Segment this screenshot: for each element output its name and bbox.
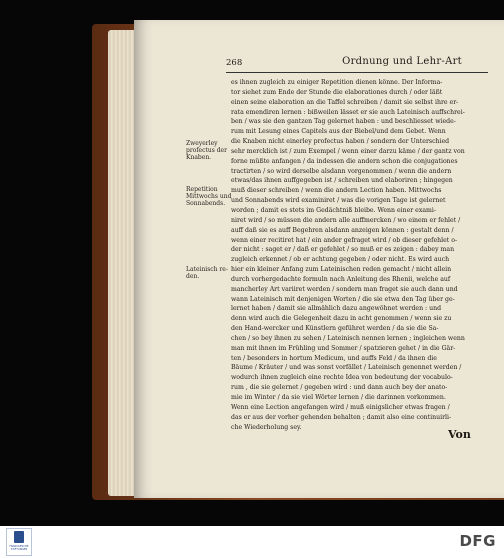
text-line: der nicht : saget er / daß er gefehlet / so muß er es zeigen : dabey man (231, 246, 455, 254)
text-line: muß dieser schreiben / wenn die andern Lection haben. Mittwochs (231, 187, 442, 195)
text-line: forne müßte anfangen / da indessen die andern schon die conjugationes (231, 157, 458, 165)
text-line: zugleich erkennet / ob er achtung gegeben / oder nicht. Es wird auch (231, 256, 450, 264)
text-line: die Knaben nicht einerley profectus haben / sondern der Unterschied (231, 138, 450, 146)
text-line: che Wiederholung sey. (231, 423, 302, 431)
page-number: 268 (226, 58, 243, 68)
text-line: Bäume / Kräuter / und was sonst vorfället / Lateinisch genennet werden / (231, 364, 462, 372)
text-line: wenn einer recitiret hat / ein ander gefraget wird / ob dieser gefehlet o- (231, 236, 458, 244)
logo-text: FRANCKESCHE STIFTUNGEN (9, 545, 29, 551)
text-line: sehr mercklich ist / zum Exempel / wenn einer darzu käme / der gantz von (231, 147, 465, 155)
text-line: rata emendiren lernen : bißweilen lässet er sie auch Lateinisch auffschrei- (231, 108, 465, 116)
page-header (226, 56, 488, 73)
catchword: Von (448, 428, 471, 441)
text-line: ben / was sie den gantzen Tag gelernet haben : und beschliesset wiede- (231, 118, 456, 126)
text-line: rum mit Lesung eines Capitels aus der Biebel/und dem Gebet. Wenn (231, 128, 446, 136)
text-line: wodurch ihnen zugleich eine rechte Idea von bedeutung der vocabulo- (231, 374, 453, 382)
text-line: tractirten / so wird derselbe alsdann vorgenommen / wenn die andern (231, 167, 452, 175)
running-head: Ordnung und Lehr-Art (342, 56, 462, 67)
margin-note-profectus: Zweyerley profectus der Knaben. (186, 140, 227, 161)
margin-note-repetition: Repetition Mittwochs und Sonnabends. (186, 186, 232, 207)
text-line: mie im Winter / da sie viel Wörter lernen / die darinnen vorkommen. (231, 394, 446, 401)
text-line: hier ein kleiner Anfang zum Lateinischen reden gemacht / nicht allein (231, 266, 452, 274)
footer-bar (0, 526, 504, 558)
text-line: auff daß sie es auff Begehren alsdann anzeigen können : gestalt denn / (231, 226, 454, 234)
margin-note-lateinisch: Lateinisch re-den. (186, 266, 228, 280)
text-line: den Hand-wercker und Künstlern geführet werden / da sie die Sa- (231, 325, 439, 333)
logo-mark-icon (14, 531, 24, 543)
text-line: etwas/das ihnen auffgegeben ist / schreiben und elaboriren ; hingegen (231, 177, 453, 185)
text-line: mancherley Art variiret werden / sondern man fraget sie auch dann und (231, 285, 458, 293)
text-line: und Sonnabends wird examiniret / was die vorigen Tage ist gelernet (231, 197, 446, 205)
dfg-logo[interactable]: DFG (459, 532, 496, 550)
franckesche-stiftungen-logo[interactable] (6, 528, 32, 556)
body-text (231, 78, 489, 432)
text-line: ten / besonders in hortum Medicum, und auffs Feld / da ihnen die (231, 354, 437, 362)
text-line: durch vorhergedachte formuln nach Anleitung des Rhenii, welche auf (231, 275, 451, 283)
text-line: rum , die sie gelernet / gegeben wird : und dann auch bey der anato- (231, 384, 448, 392)
text-line: Wenn eine Lection angefangen wird / muß einigslicher etwas fragen / (231, 403, 450, 411)
text-line: einen seine elaboration an die Taffel schreiben / damit sie selbst ihre er- (231, 98, 459, 106)
text-line: man mit ihnen im Frühling und Sommer / spatzieren gehet / in die Gär- (231, 344, 456, 352)
text-line: worden ; damit es stets im Gedächtniß bleibe. Wenn einer exami- (231, 206, 436, 214)
text-line: es ihnen zugleich zu einiger Repetition dienen könne. Der Informa- (231, 79, 443, 86)
text-line: tor siehet zum Ende der Stunde die elaborationes durch / oder läßt (231, 88, 443, 96)
text-line: denn wird auch die Gelegenheit dazu in acht genommen / wenn sie zu (231, 315, 452, 323)
text-line: das er aus der vorher gehenden behalten ; damit also eine continuirli- (231, 413, 452, 421)
text-line: niret wird / so müssen die andern alle auffmercken / wo einem er fehlet / (231, 216, 461, 224)
text-line: wann Lateinisch mit denjenigen Worten / die sie etwa den Tag über ge- (231, 295, 455, 303)
text-line: chen / so bey ihnen zu sehen / Lateinisch nennen lernen ; ingleichen wenn (231, 334, 465, 342)
text-line: lernet haben / damit sie allmählich dazu angewöhnet werden : und (231, 305, 442, 313)
